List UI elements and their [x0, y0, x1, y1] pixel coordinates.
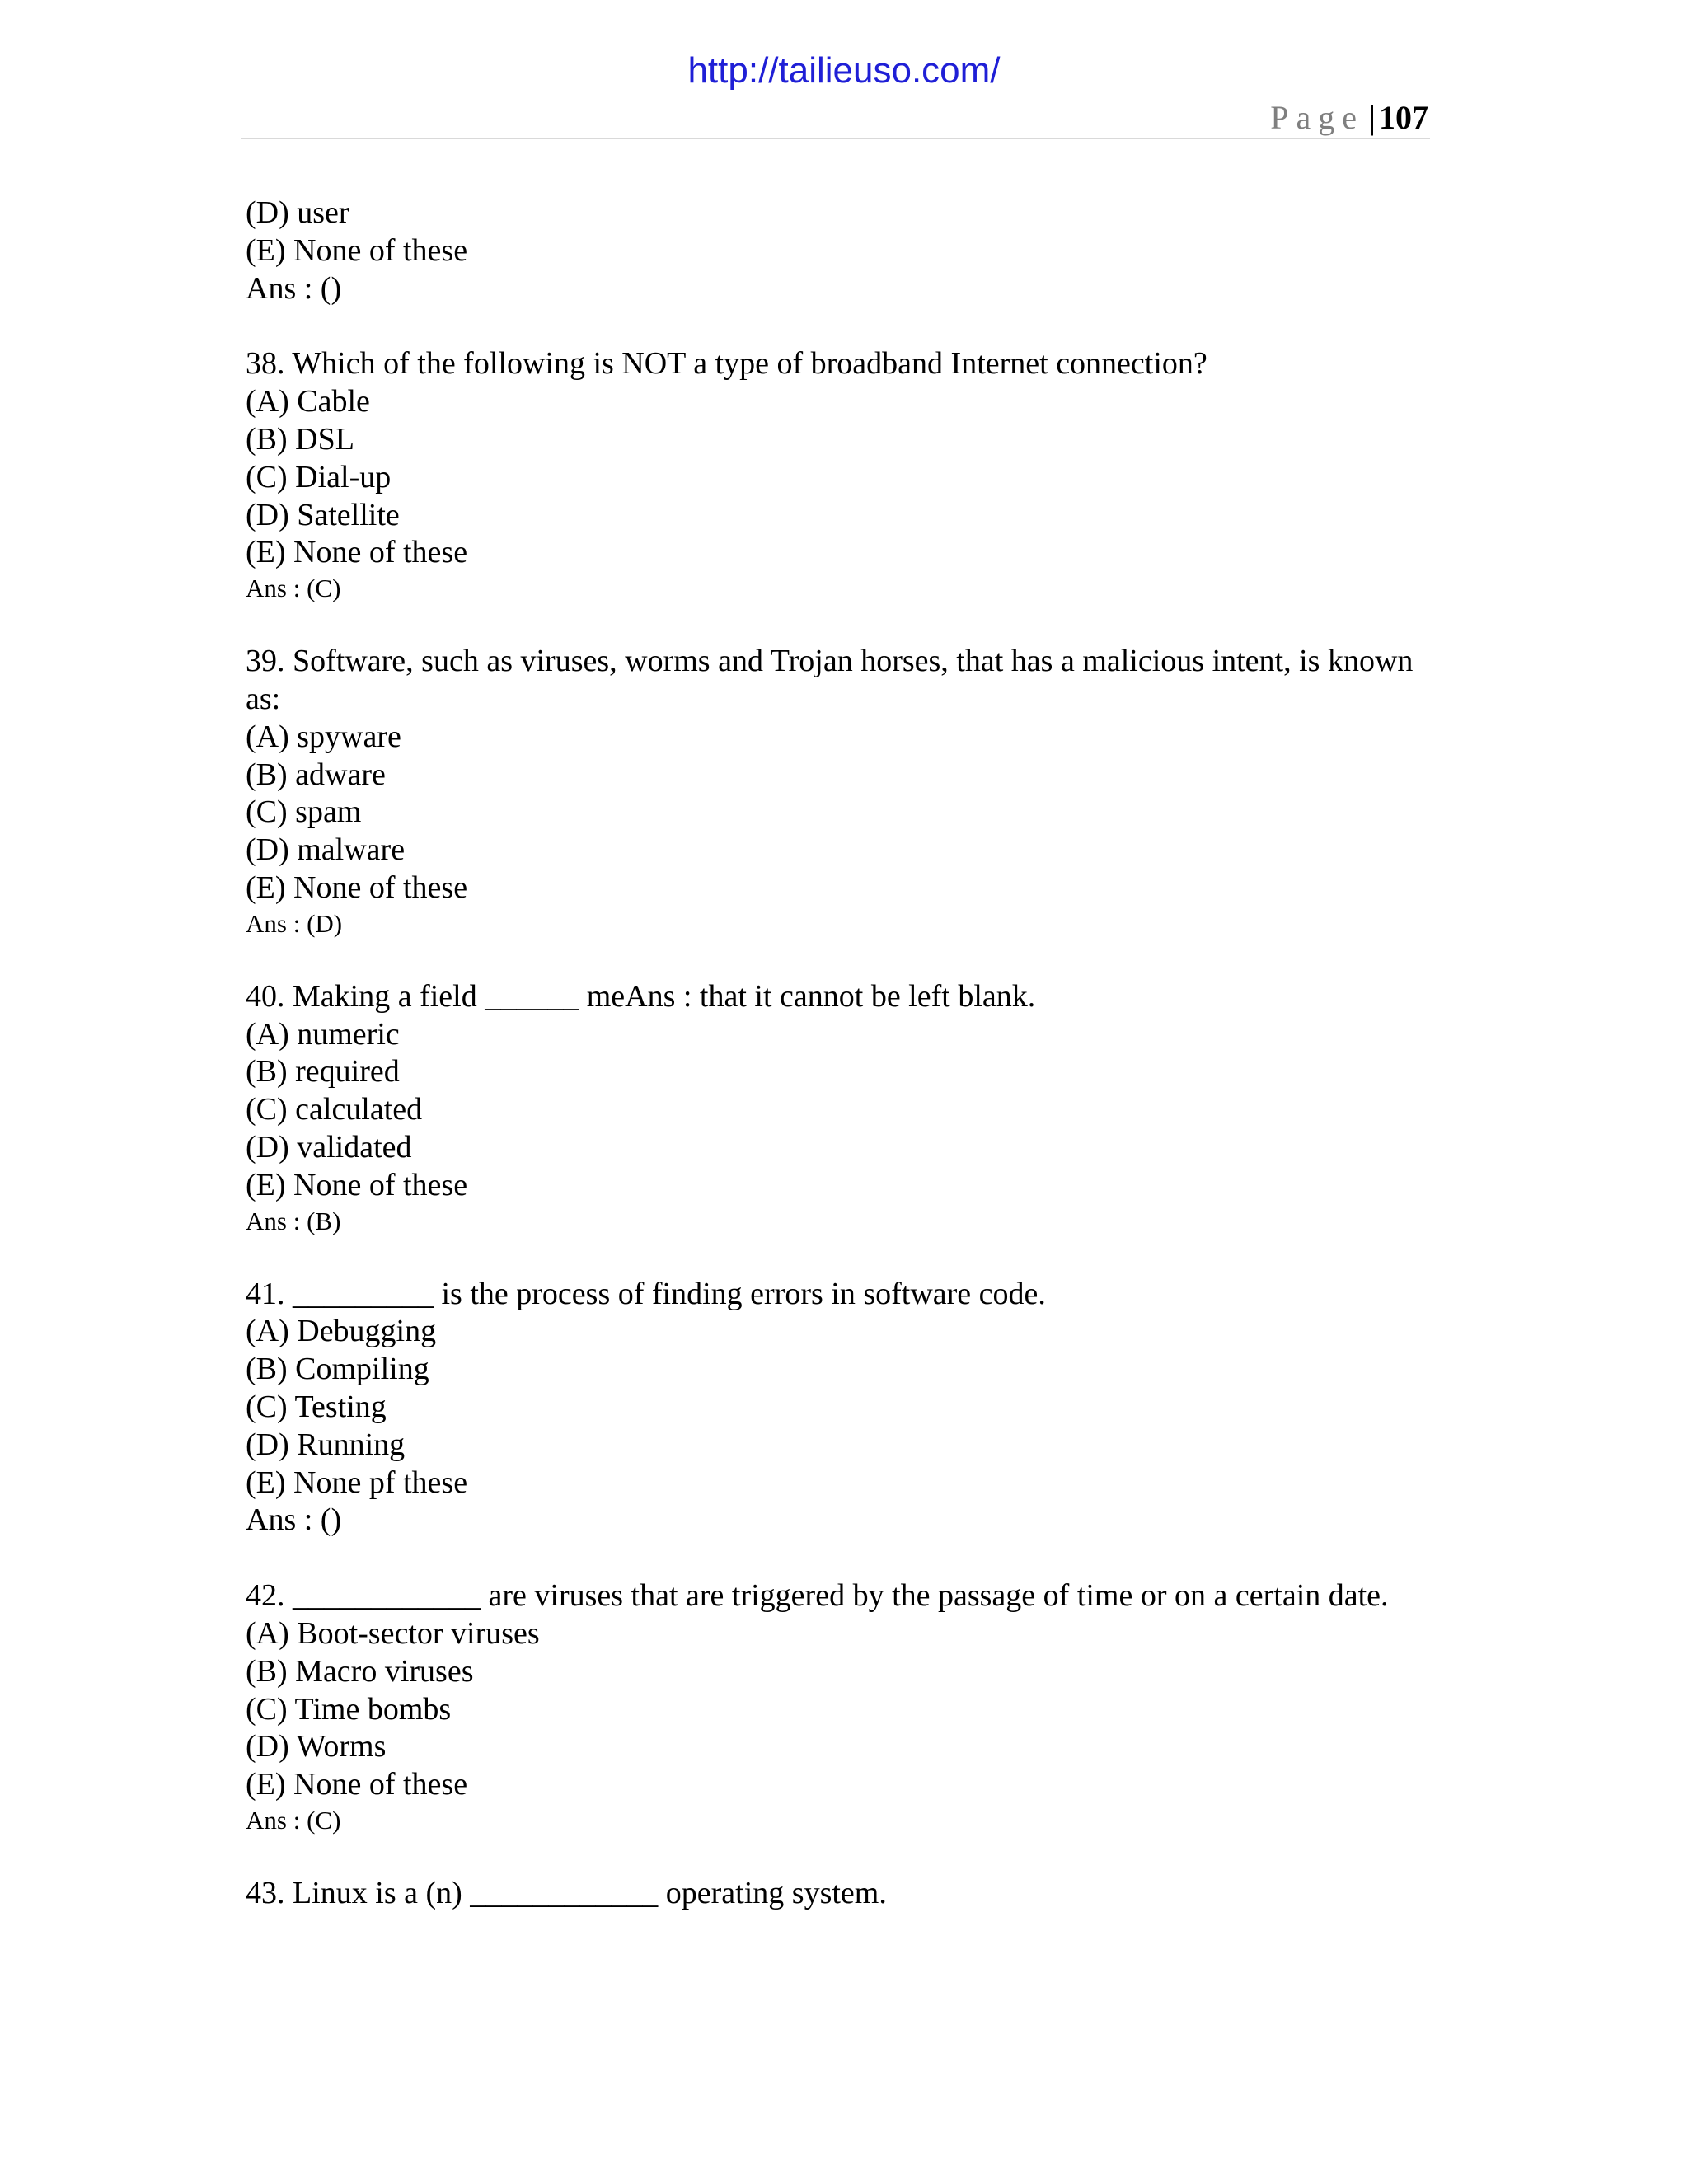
- page-number-indicator: [1270, 97, 1428, 138]
- option-line: (A) Boot-sector viruses: [246, 1615, 540, 1651]
- answer-line: Ans : (): [246, 1502, 342, 1538]
- option-line: (C) Time bombs: [246, 1691, 452, 1727]
- option-line: (E) None of these: [246, 1767, 468, 1802]
- option-line: (A) Cable: [246, 384, 370, 419]
- answer-line: Ans : (C): [246, 574, 341, 603]
- answer-line: Ans : (B): [246, 1206, 341, 1235]
- option-line: (C) Testing: [246, 1389, 387, 1424]
- option-line: (B) DSL: [246, 421, 354, 457]
- question-39: [246, 643, 1416, 940]
- question-41: [246, 1276, 1416, 1540]
- option-line: (C) Dial-up: [246, 459, 392, 494]
- option-line: (B) Compiling: [246, 1352, 429, 1387]
- option-line: (E) None of these: [246, 535, 468, 570]
- option-line: (E) None pf these: [246, 1465, 468, 1500]
- page-separator: |: [1368, 99, 1376, 136]
- answer-line: Ans : (): [246, 270, 342, 306]
- header-divider: [241, 138, 1430, 139]
- answer-line: Ans : (D): [246, 908, 343, 938]
- page-number: 107: [1379, 99, 1428, 136]
- option-line: (D) Running: [246, 1427, 406, 1462]
- question-text: 41. _________ is the process of finding errors in software code.: [246, 1276, 1046, 1311]
- option-line: (C) spam: [246, 794, 362, 830]
- question-text: 43. Linux is a (n) ____________ operating system.: [246, 1875, 887, 1910]
- option-line: (B) adware: [246, 757, 386, 792]
- option-line: (C) calculated: [246, 1092, 423, 1127]
- option-line: (E) None of these: [246, 1167, 468, 1202]
- option-line: (A) Debugging: [246, 1314, 437, 1349]
- option-line: (D) user: [246, 195, 349, 230]
- option-line: (B) required: [246, 1054, 400, 1090]
- question-42: [246, 1577, 1416, 1837]
- answer-line: Ans : (C): [246, 1805, 341, 1835]
- option-line: (A) numeric: [246, 1016, 400, 1052]
- option-line: (D) Satellite: [246, 497, 400, 532]
- question-text: 40. Making a field ______ meAns : that it cannot be left blank.: [246, 978, 1036, 1014]
- question-43: [246, 1875, 1416, 1913]
- option-line: (E) None of these: [246, 232, 468, 268]
- question-38: [246, 345, 1416, 605]
- header-url-link[interactable]: http://tailieuso.com/: [687, 50, 1001, 91]
- page-body: [246, 194, 1416, 1913]
- option-line: (E) None of these: [246, 869, 468, 905]
- page-label: Page: [1270, 99, 1364, 136]
- question-text: 38. Which of the following is NOT a type of broadband Internet connection?: [246, 346, 1207, 382]
- option-line: (D) validated: [246, 1129, 412, 1165]
- question-37-continuation: [246, 194, 1416, 307]
- question-40: [246, 978, 1416, 1238]
- option-line: (A) spyware: [246, 719, 401, 754]
- option-line: (B) Macro viruses: [246, 1653, 474, 1689]
- option-line: (D) Worms: [246, 1729, 387, 1765]
- question-text: 42. ____________ are viruses that are triggered by the passage of time or on a certain date.: [246, 1578, 1389, 1614]
- question-text: 39. Software, such as viruses, worms and Trojan horses, that has a malicious intent, is known as:: [246, 644, 1414, 716]
- option-line: (D) malware: [246, 832, 406, 868]
